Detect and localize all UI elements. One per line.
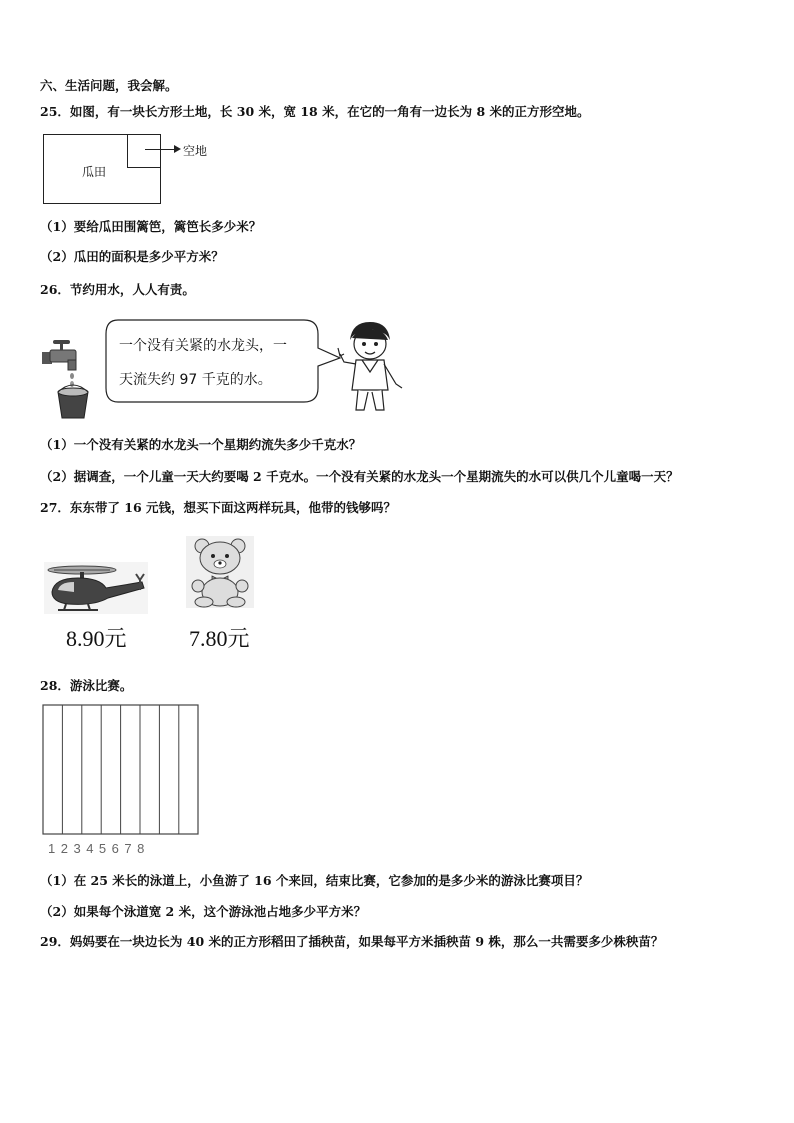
lane-numbers: 12345678: [48, 841, 150, 856]
q28-sub2: （2）如果每个泳道宽 2 米，这个游泳池占地多少平方米？: [40, 904, 367, 919]
q27-text: 27．东东带了 16 元钱，想买下面这两样玩具，他带的钱够吗？: [40, 500, 396, 515]
q28-text: 28．游泳比赛。: [40, 678, 133, 693]
q25-sub2: （2）瓜田的面积是多少平方米？: [40, 249, 224, 264]
field-figure: [43, 134, 161, 204]
arrow-line: [145, 149, 175, 150]
helicopter-price: 8.90元: [66, 626, 127, 651]
boy-illustration: [330, 318, 408, 414]
teddy-bear-icon: [186, 536, 254, 608]
q26-text: 26．节约用水，人人有责。: [40, 282, 195, 297]
q26-sub1: （1）一个没有关紧的水龙头一个星期约流失多少千克水？: [40, 437, 362, 452]
empty-label: 空地: [183, 144, 208, 158]
teddy-bear-price: 7.80元: [189, 626, 250, 651]
field-label: 瓜田: [82, 165, 107, 179]
q29-text: 29．妈妈要在一块边长为 40 米的正方形稻田了插秧苗，如果每平方米插秧苗 9 株，那么一共需要多少株秧苗？: [40, 934, 664, 949]
bubble-line-1: 一个没有关紧的水龙头，一: [119, 338, 287, 354]
speech-bubble: [104, 318, 344, 404]
empty-square: [127, 134, 161, 168]
arrow-head: [174, 145, 181, 153]
q25-text: 25．如图，有一块长方形土地，长 30 米，宽 18 米，在它的一角有一边长为 8 米的正方形空地。: [40, 104, 590, 119]
q25-sub1: （1）要给瓜田围篱笆，篱笆长多少米？: [40, 219, 262, 234]
q26-sub2: （2）据调查，一个儿童一天大约要喝 2 千克水。一个没有关紧的水龙头一个星期流失的水可以供几个儿童喝一天？: [40, 469, 679, 484]
bubble-line-2: 天流失约 97 千克的水。: [119, 372, 272, 388]
helicopter-icon: [44, 562, 148, 614]
faucet-bucket-illustration: [40, 338, 100, 420]
section-title: 六、生活问题，我会解。: [40, 78, 178, 93]
swimming-pool: [42, 704, 200, 836]
q28-sub1: （1）在 25 米长的泳道上，小鱼游了 16 个来回，结束比赛，它参加的是多少米的游泳比赛项目？: [40, 873, 589, 888]
